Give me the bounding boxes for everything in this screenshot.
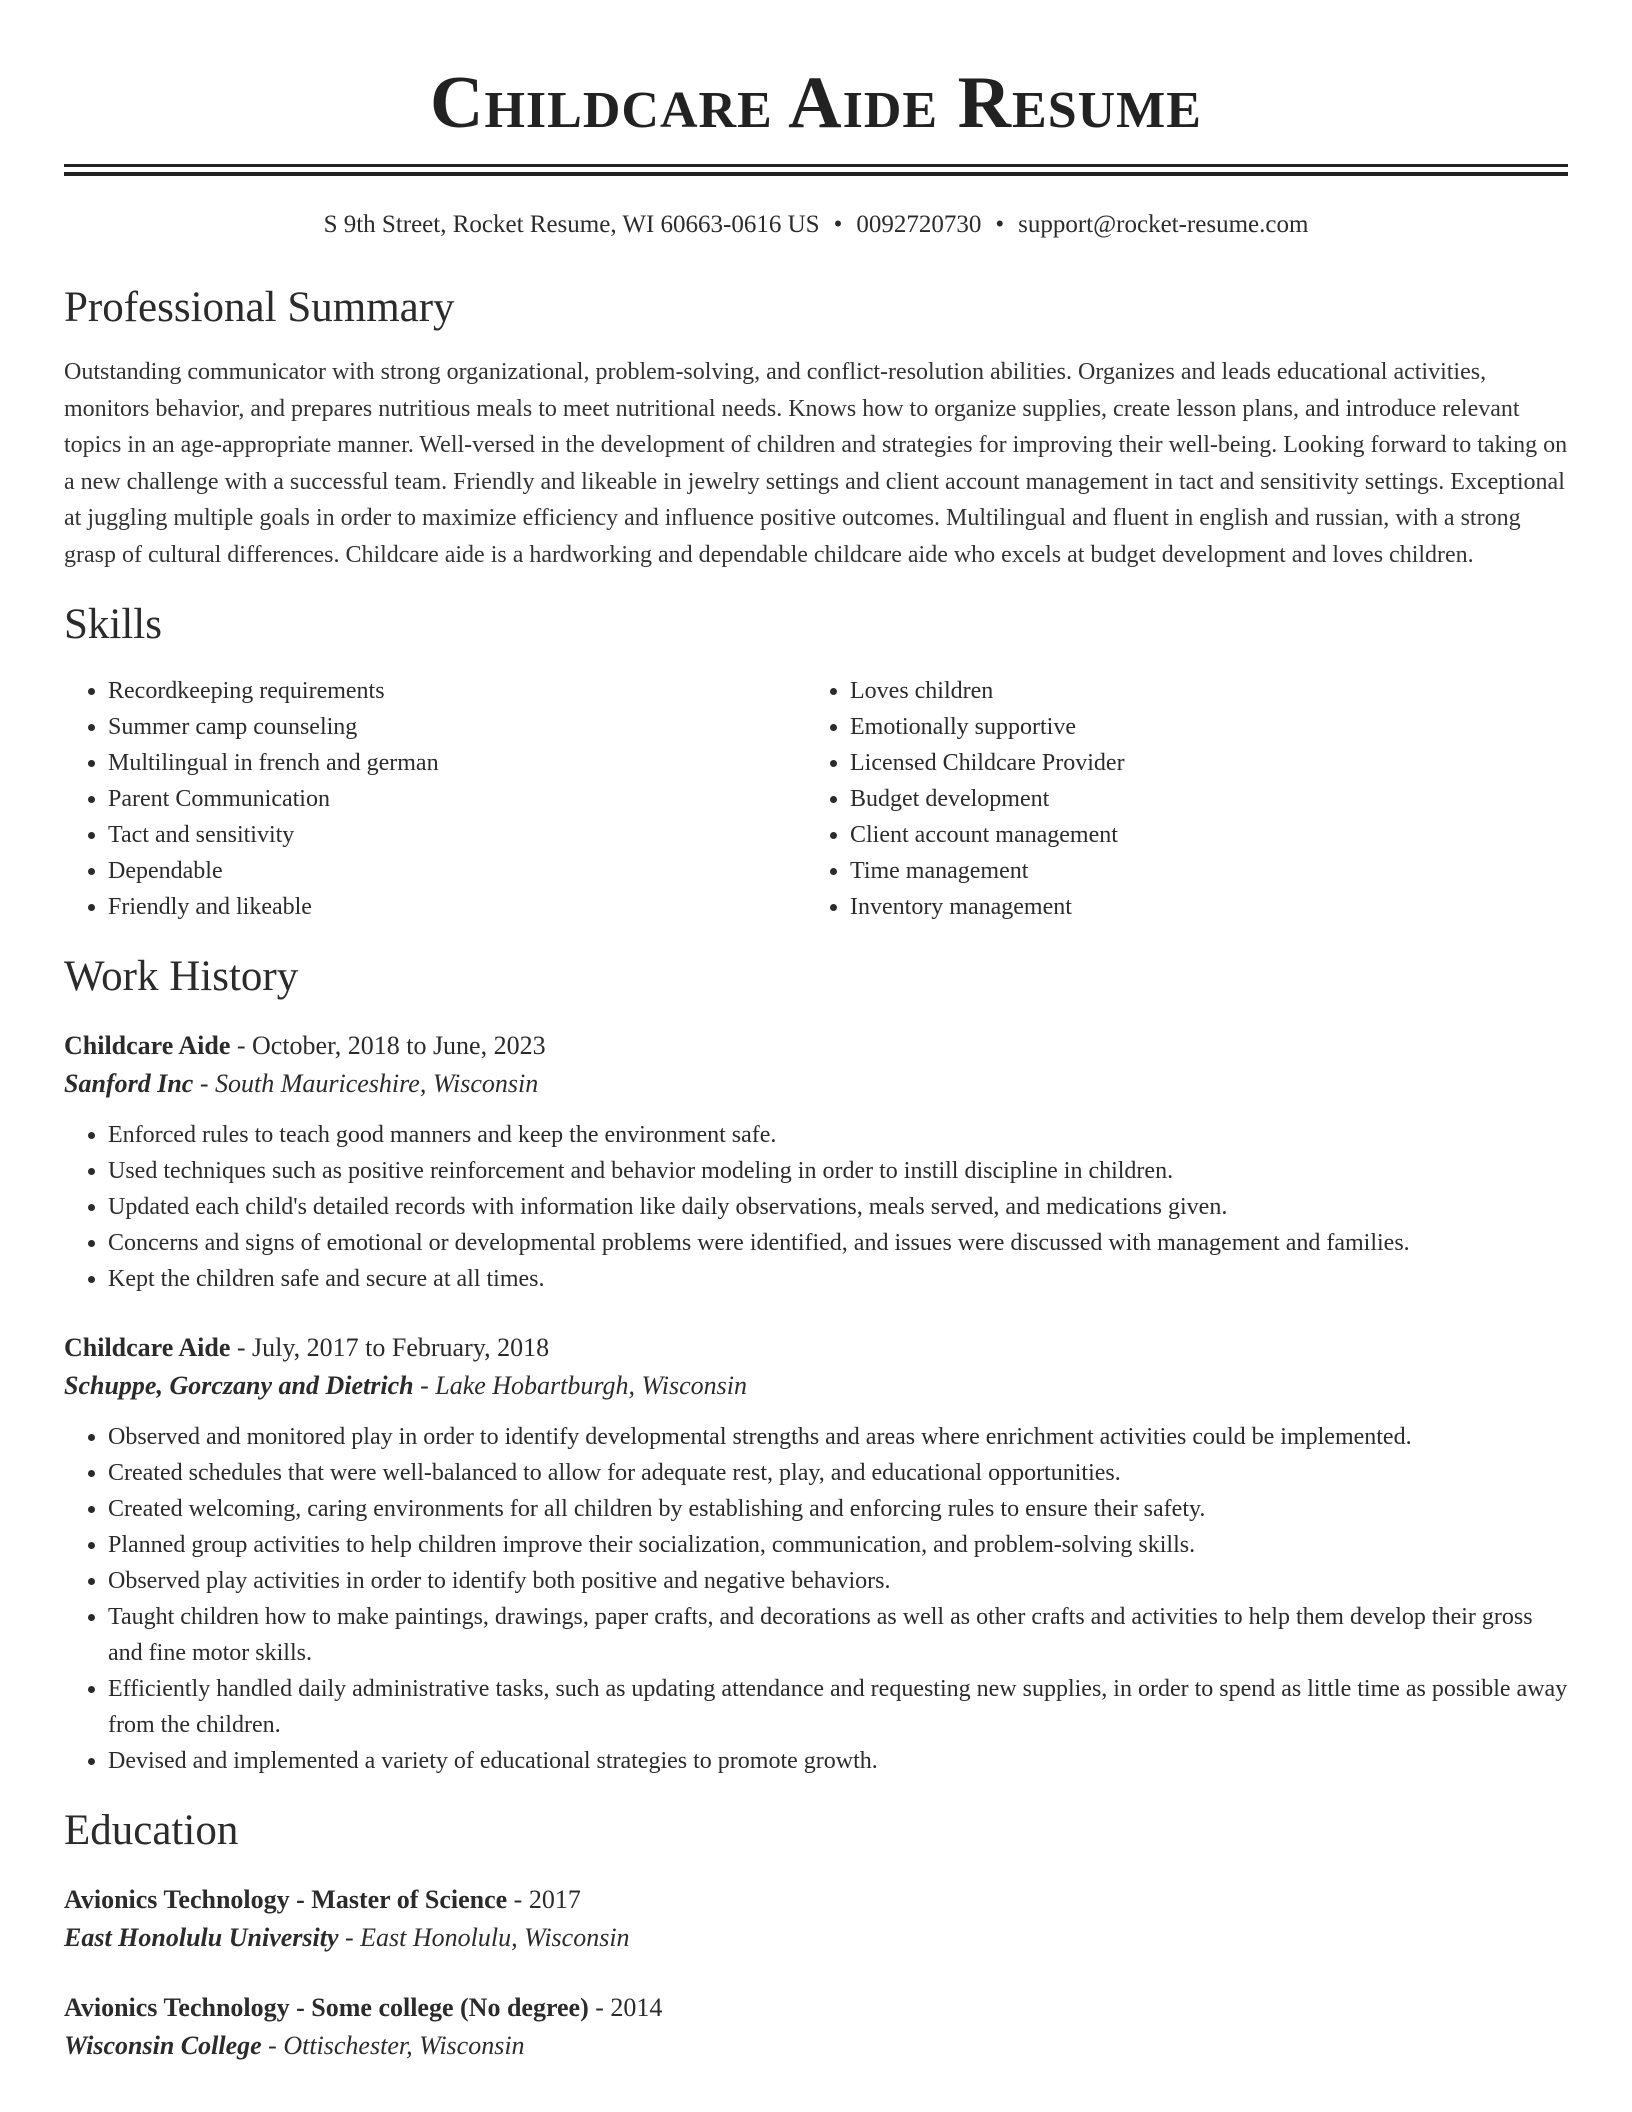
contact-line (64, 208, 1568, 242)
resume-title: Childcare Aide Resume (430, 62, 1202, 144)
job-title: Childcare Aide (64, 1333, 231, 1362)
skills-columns (64, 673, 1568, 925)
degree-name: Avionics Technology - Some college (No degree) (64, 1993, 589, 2022)
summary-heading: Professional Summary (64, 284, 455, 331)
education-entry (64, 1989, 1568, 2065)
school-name: East Honolulu University (64, 1923, 339, 1952)
duty-item: • Taught children how to make paintings, drawings, paper crafts, and decorations as well as other crafts and activities to help them develop their gross and fine motor skills. (108, 1599, 1568, 1671)
title-divider (64, 164, 1568, 176)
contact-separator: • (833, 211, 843, 238)
duty-item: • Kept the children safe and secure at all times. (108, 1261, 1568, 1297)
duty-item: • Enforced rules to teach good manners and keep the environment safe. (108, 1117, 1568, 1153)
degree-name: Avionics Technology - Master of Science (64, 1885, 508, 1914)
school-line (64, 2027, 1568, 2065)
duty-item: • Efficiently handled daily administrative tasks, such as updating attendance and requesting new supplies, in order to spend as little time as possible away from the children. (108, 1671, 1568, 1743)
school-line (64, 1919, 1568, 1957)
job-entry (64, 1027, 1568, 1297)
job-duties (64, 1117, 1568, 1297)
degree-line (64, 1881, 1568, 1919)
skill-item: • Summer camp counseling (108, 709, 806, 745)
job-title-line (64, 1027, 1568, 1065)
skill-item: • Client account management (850, 817, 1548, 853)
contact-address: S 9th Street, Rocket Resume, WI 60663-0616 US (323, 211, 820, 238)
skill-item: • Time management (850, 853, 1548, 889)
company-location: - South Mauriceshire, Wisconsin (193, 1069, 539, 1098)
job-title-line (64, 1329, 1568, 1367)
skill-item: • Dependable (108, 853, 806, 889)
duty-item: • Concerns and signs of emotional or developmental problems were identified, and issues were discussed with management and families. (108, 1225, 1568, 1261)
contact-phone: 0092720730 (856, 211, 982, 238)
skill-item: • Tact and sensitivity (108, 817, 806, 853)
education-entry (64, 1881, 1568, 1957)
company-line (64, 1367, 1568, 1405)
skill-item: • Inventory management (850, 889, 1548, 925)
skill-item: • Parent Communication (108, 781, 806, 817)
resume-page (64, 0, 1568, 2065)
work-history-heading: Work History (64, 953, 299, 1000)
skill-item: • Friendly and likeable (108, 889, 806, 925)
job-dates: - October, 2018 to June, 2023 (230, 1031, 546, 1060)
skill-item: • Recordkeeping requirements (108, 673, 806, 709)
duty-item: • Planned group activities to help children improve their socialization, communication, and problem-solving skills. (108, 1527, 1568, 1563)
summary-text: Outstanding communicator with strong organizational, problem-solving, and conflict-resolution abilities. Organizes and leads educational activities, monitors behavior, and prepares nutritious meals to meet nutritional needs. Knows how to organize supplies, create lesson plans, and introduce relevant topics in an age-appropriate manner. Well-versed in the development of children and strategies for improving their well-being. Looking forward to taking on a new challenge with a successful team. Friendly and likeable in jewelry settings and client account management in tact and sensitivity settings. Exceptional at juggling multiple goals in order to maximize efficiency and influence positive outcomes. Multilingual and fluent in english and russian, with a strong grasp of cultural differences. Childcare aide is a hardworking and dependable childcare aide who excels at budget development and loves children. (64, 359, 1568, 568)
job-duties (64, 1419, 1568, 1779)
skill-item: • Emotionally supportive (850, 709, 1548, 745)
job-title: Childcare Aide (64, 1031, 231, 1060)
degree-line (64, 1989, 1568, 2027)
company-location: - Lake Hobartburgh, Wisconsin (413, 1371, 747, 1400)
duty-item: • Created schedules that were well-balanced to allow for adequate rest, play, and educational opportunities. (108, 1455, 1568, 1491)
contact-separator: • (995, 211, 1005, 238)
duty-item: • Observed play activities in order to identify both positive and negative behaviors. (108, 1563, 1568, 1599)
skills-list-left (64, 673, 806, 925)
school-name: Wisconsin College (64, 2031, 262, 2060)
duty-item: • Used techniques such as positive reinforcement and behavior modeling in order to instill discipline in children. (108, 1153, 1568, 1189)
skill-item: • Budget development (850, 781, 1548, 817)
education-heading: Education (64, 1807, 239, 1854)
company-name: Sanford Inc (64, 1069, 194, 1098)
school-location: - East Honolulu, Wisconsin (338, 1923, 630, 1952)
company-line (64, 1065, 1568, 1103)
duty-item: • Devised and implemented a variety of educational strategies to promote growth. (108, 1743, 1568, 1779)
degree-year: - 2017 (507, 1885, 581, 1914)
skill-item: • Multilingual in french and german (108, 745, 806, 781)
duty-item: • Created welcoming, caring environments for all children by establishing and enforcing rules to ensure their safety. (108, 1491, 1568, 1527)
degree-year: - 2014 (588, 1993, 663, 2022)
skills-list-right (806, 673, 1548, 925)
company-name: Schuppe, Gorczany and Dietrich (64, 1371, 414, 1400)
contact-email[interactable]: support@rocket-resume.com (1018, 211, 1309, 238)
skill-item: • Licensed Childcare Provider (850, 745, 1548, 781)
school-location: - Ottischester, Wisconsin (261, 2031, 525, 2060)
job-dates: - July, 2017 to February, 2018 (230, 1333, 550, 1362)
skill-item: • Loves children (850, 673, 1548, 709)
job-entry (64, 1329, 1568, 1779)
duty-item: • Observed and monitored play in order to identify developmental strengths and areas where enrichment activities could be implemented. (108, 1419, 1568, 1455)
skills-heading: Skills (64, 601, 162, 648)
duty-item: • Updated each child's detailed records with information like daily observations, meals served, and medications given. (108, 1189, 1568, 1225)
